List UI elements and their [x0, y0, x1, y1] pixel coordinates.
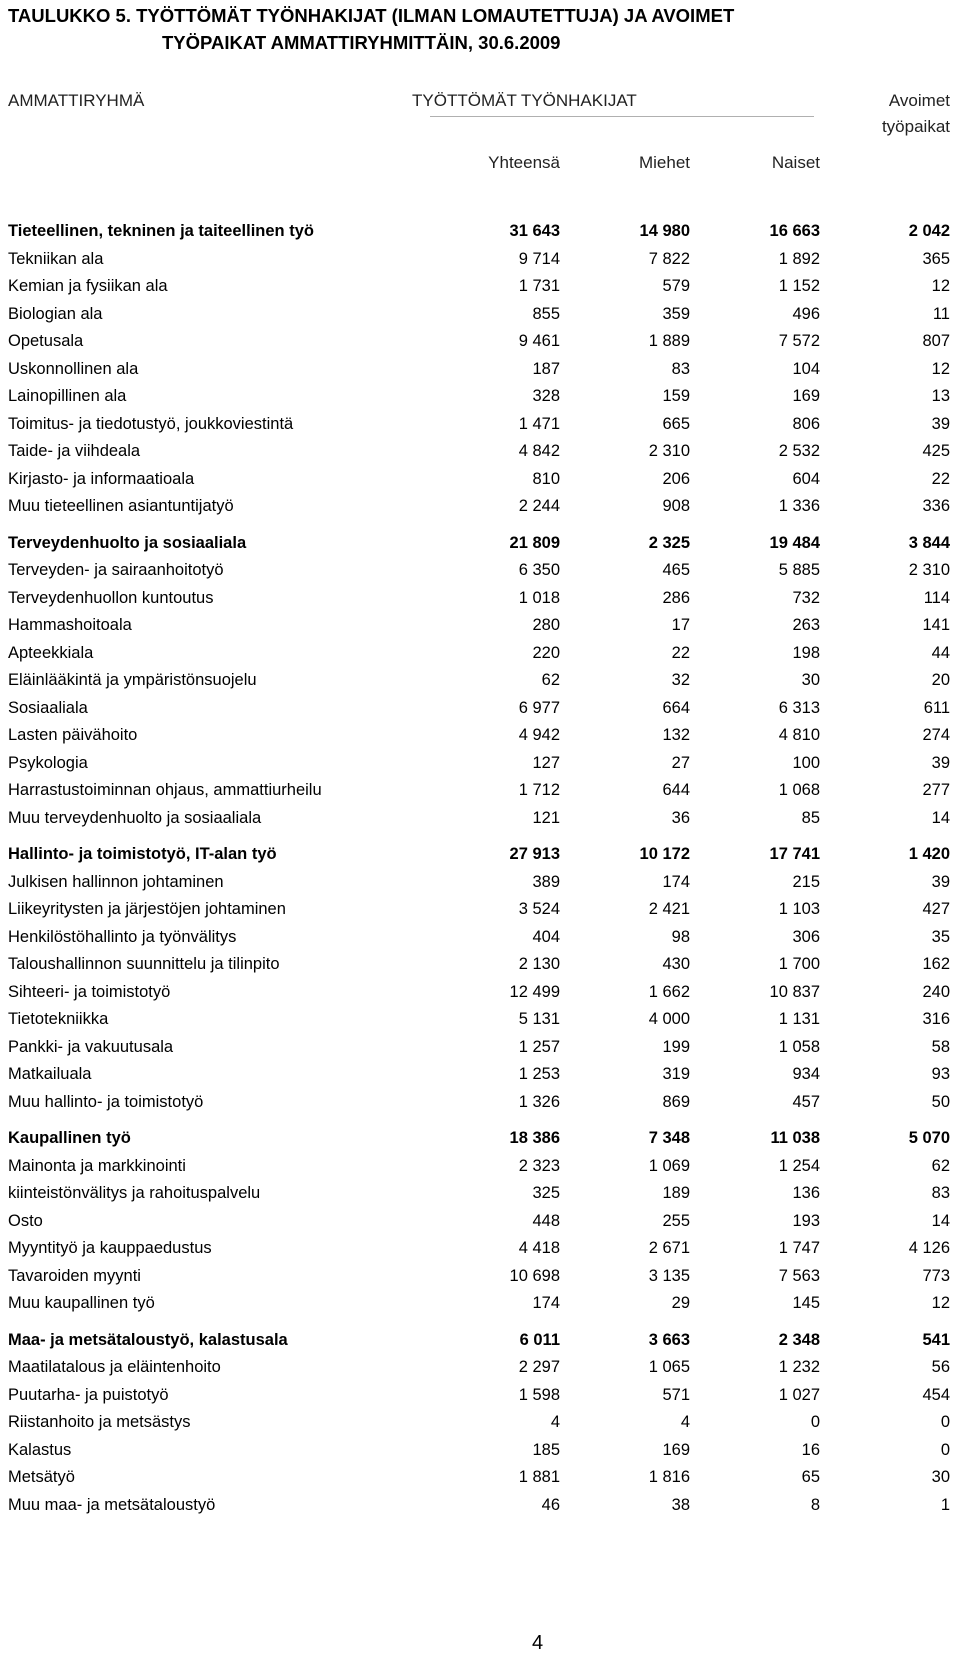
table-row [0, 805, 960, 833]
cell-men: 1 662 [648, 982, 690, 1001]
table-row [0, 466, 960, 494]
cell-vacancies: 773 [922, 1266, 950, 1285]
cell-women: 16 663 [769, 222, 820, 240]
cell-total: 1 712 [518, 781, 560, 799]
cell-vacancies: 39 [931, 414, 950, 433]
cell-men: 32 [671, 671, 690, 689]
header-group: AMMATTIRYHMÄ [8, 91, 145, 110]
cell-men: 869 [662, 1092, 690, 1111]
cell-total: 46 [541, 1495, 560, 1514]
cell-women: 5 885 [778, 561, 820, 579]
table-row [0, 1263, 960, 1291]
cell-women: 198 [792, 643, 820, 662]
cell-total: 9 714 [518, 249, 560, 268]
cell-vacancies: 13 [931, 387, 950, 405]
cell-men: 17 [671, 616, 690, 634]
cell-men: 206 [662, 469, 690, 488]
cell-vacancies: 1 [940, 1495, 950, 1514]
cell-women: 1 027 [778, 1385, 820, 1404]
cell-vacancies: 2 042 [908, 222, 950, 240]
cell-total: 6 350 [518, 561, 560, 579]
table-row [0, 777, 960, 805]
cell-women: 1 068 [778, 781, 820, 799]
cell-women: 806 [792, 414, 820, 433]
cell-total: 1 471 [518, 414, 560, 433]
cell-men: 132 [662, 726, 690, 744]
cell-women: 496 [792, 304, 820, 323]
cell-total: 220 [532, 643, 560, 662]
cell-men: 7 348 [648, 1129, 690, 1147]
cell-men: 430 [662, 955, 690, 973]
row-name: Riistanhoito ja metsästys [8, 1413, 191, 1431]
table-row [0, 667, 960, 695]
table-row [0, 1382, 960, 1410]
cell-women: 104 [792, 359, 820, 378]
cell-total: 1 018 [518, 588, 560, 607]
cell-men: 2 421 [648, 900, 690, 918]
table-row [0, 1354, 960, 1382]
cell-women: 1 336 [778, 497, 820, 515]
table-row [0, 1006, 960, 1034]
cell-men: 4 [680, 1413, 690, 1431]
table-row [0, 1235, 960, 1263]
cell-total: 855 [532, 304, 560, 323]
cell-total: 2 323 [518, 1156, 560, 1175]
table-row [0, 1492, 960, 1520]
cell-total: 12 499 [509, 982, 560, 1001]
cell-vacancies: 58 [931, 1037, 950, 1056]
cell-women: 17 741 [769, 845, 820, 863]
cell-total: 404 [532, 927, 560, 946]
row-name: Liikeyritysten ja järjestöjen johtaminen [8, 900, 286, 918]
cell-vacancies: 0 [940, 1440, 950, 1459]
cell-total: 6 977 [518, 698, 560, 717]
cell-men: 38 [671, 1495, 690, 1514]
row-name: Opetusala [8, 332, 84, 350]
header-total: Yhteensä [488, 153, 560, 172]
title-line-1: TAULUKKO 5. TYÖTTÖMÄT TYÖNHAKIJAT (ILMAN LOMAUTETTUJA) JA AVOIMET [8, 5, 735, 26]
table-row [0, 1180, 960, 1208]
cell-women: 2 532 [778, 442, 820, 460]
cell-total: 2 130 [518, 955, 560, 973]
cell-men: 159 [662, 387, 690, 405]
cell-vacancies: 20 [931, 671, 950, 689]
cell-men: 1 889 [648, 332, 690, 350]
cell-men: 27 [671, 753, 690, 772]
table-row [0, 557, 960, 585]
cell-women: 2 348 [778, 1330, 820, 1349]
cell-men: 571 [662, 1385, 690, 1404]
cell-vacancies: 1 420 [908, 845, 950, 863]
cell-total: 1 253 [518, 1065, 560, 1083]
row-name: Lasten päivähoito [8, 726, 138, 744]
cell-women: 30 [801, 671, 820, 689]
cell-total: 3 524 [518, 900, 560, 918]
row-name: Hallinto- ja toimistotyö, IT-alan työ [8, 845, 277, 863]
table-title [8, 2, 948, 56]
row-name: Kemian ja fysiikan ala [8, 277, 168, 295]
cell-men: 3 663 [648, 1330, 690, 1349]
cell-total: 1 257 [518, 1037, 560, 1056]
row-name: Puutarha- ja puistotyö [8, 1385, 169, 1404]
table-row [0, 695, 960, 723]
header-divider [430, 116, 814, 117]
cell-men: 579 [662, 277, 690, 295]
cell-vacancies: 114 [923, 588, 950, 607]
cell-women: 6 313 [778, 698, 820, 717]
table-row [0, 301, 960, 329]
row-name: Harrastustoiminnan ohjaus, ammattiurheilu [8, 781, 322, 799]
cell-total: 174 [532, 1294, 560, 1312]
cell-total: 185 [532, 1440, 560, 1459]
cell-total: 6 011 [519, 1330, 560, 1349]
cell-vacancies: 62 [931, 1156, 950, 1175]
table-row [0, 951, 960, 979]
table-row [0, 411, 960, 439]
cell-vacancies: 39 [931, 872, 950, 891]
header-unemployed: TYÖTTÖMÄT TYÖNHAKIJAT [412, 91, 637, 110]
cell-vacancies: 44 [931, 643, 950, 662]
cell-total: 810 [532, 469, 560, 488]
cell-vacancies: 3 844 [908, 533, 950, 552]
cell-men: 36 [671, 808, 690, 827]
cell-women: 169 [792, 387, 820, 405]
row-name: Tieteellinen, tekninen ja taiteellinen työ [8, 222, 314, 240]
cell-women: 7 572 [778, 332, 820, 350]
cell-vacancies: 39 [931, 753, 950, 772]
data-table [0, 218, 960, 1519]
cell-vacancies: 12 [931, 359, 950, 378]
cell-total: 1 326 [518, 1092, 560, 1111]
cell-men: 286 [662, 588, 690, 607]
cell-total: 10 698 [509, 1266, 560, 1285]
row-name: Terveydenhuolto ja sosiaaliala [8, 533, 247, 552]
cell-men: 2 671 [648, 1239, 690, 1257]
row-name: Apteekkiala [8, 643, 94, 662]
row-name: Tietotekniikka [8, 1010, 109, 1028]
cell-vacancies: 83 [931, 1184, 950, 1202]
cell-men: 644 [662, 781, 690, 799]
cell-women: 306 [792, 927, 820, 946]
table-row [0, 750, 960, 778]
cell-women: 193 [792, 1211, 820, 1230]
category-row [0, 1125, 960, 1153]
row-name: Taide- ja viihdeala [8, 442, 141, 460]
cell-total: 62 [541, 671, 560, 689]
cell-men: 2 310 [648, 442, 690, 460]
table-row [0, 1290, 960, 1318]
row-name: Lainopillinen ala [8, 387, 127, 405]
cell-total: 187 [532, 359, 560, 378]
cell-women: 136 [792, 1184, 820, 1202]
row-name: Tavaroiden myynti [8, 1266, 141, 1285]
cell-women: 215 [792, 872, 820, 891]
row-name: Kalastus [8, 1440, 72, 1459]
cell-men: 10 172 [639, 845, 690, 863]
cell-total: 389 [532, 872, 560, 891]
cell-vacancies: 30 [931, 1468, 950, 1486]
cell-women: 19 484 [769, 533, 820, 552]
table-row [0, 1208, 960, 1236]
cell-total: 121 [532, 808, 560, 827]
cell-vacancies: 5 070 [908, 1129, 950, 1147]
cell-vacancies: 4 126 [908, 1239, 950, 1257]
row-name: Henkilöstöhallinto ja työnvälitys [8, 927, 237, 946]
row-name: Psykologia [8, 753, 88, 772]
table-row [0, 612, 960, 640]
cell-vacancies: 425 [922, 442, 950, 460]
cell-vacancies: 0 [940, 1413, 950, 1431]
row-name: Sihteeri- ja toimistotyö [8, 982, 171, 1001]
table-row [0, 1061, 960, 1089]
row-name: Taloushallinnon suunnittelu ja tilinpito [8, 955, 280, 973]
table-row [0, 869, 960, 897]
cell-women: 1 131 [778, 1010, 820, 1028]
cell-women: 100 [792, 753, 820, 772]
header-vacancies-1: Avoimet [888, 91, 950, 110]
cell-total: 21 809 [509, 533, 560, 552]
row-name: Osto [8, 1211, 43, 1230]
cell-men: 174 [662, 872, 690, 891]
cell-total: 325 [532, 1184, 560, 1202]
cell-total: 1 881 [518, 1468, 560, 1486]
cell-vacancies: 365 [922, 249, 950, 268]
row-name: Eläinlääkintä ja ympäristönsuojelu [8, 671, 257, 689]
table-row [0, 246, 960, 274]
table-row [0, 438, 960, 466]
cell-men: 14 980 [639, 222, 690, 240]
cell-vacancies: 12 [931, 277, 950, 295]
cell-vacancies: 22 [931, 469, 950, 488]
table-row [0, 585, 960, 613]
cell-vacancies: 277 [922, 781, 950, 799]
cell-men: 1 069 [648, 1156, 690, 1175]
row-name: Terveyden- ja sairaanhoitotyö [8, 561, 224, 579]
cell-women: 1 700 [778, 955, 820, 973]
row-name: Matkailuala [8, 1065, 92, 1083]
cell-vacancies: 11 [932, 304, 950, 323]
cell-men: 359 [662, 304, 690, 323]
cell-women: 1 254 [778, 1156, 820, 1175]
cell-vacancies: 541 [922, 1330, 950, 1349]
table-row [0, 1034, 960, 1062]
row-name: Tekniikan ala [8, 249, 104, 268]
cell-total: 4 842 [518, 442, 560, 460]
table-row [0, 924, 960, 952]
cell-total: 2 297 [518, 1358, 560, 1376]
cell-women: 11 038 [770, 1129, 820, 1147]
row-name: Muu kaupallinen työ [8, 1294, 155, 1312]
cell-men: 98 [671, 927, 690, 946]
cell-women: 457 [792, 1092, 820, 1111]
cell-total: 280 [532, 616, 560, 634]
cell-vacancies: 141 [922, 616, 950, 634]
cell-women: 145 [792, 1294, 820, 1312]
header-men: Miehet [638, 153, 690, 172]
table-row [0, 1464, 960, 1492]
cell-total: 2 244 [518, 497, 560, 515]
cell-men: 169 [662, 1440, 690, 1459]
row-name: Kirjasto- ja informaatioala [8, 469, 195, 488]
category-row [0, 1327, 960, 1355]
cell-total: 127 [532, 753, 560, 772]
cell-men: 255 [662, 1211, 690, 1230]
row-name: Maatilatalous ja eläintenhoito [8, 1358, 221, 1376]
cell-men: 189 [662, 1184, 690, 1202]
row-name: Muu maa- ja metsätaloustyö [8, 1495, 216, 1514]
cell-total: 1 731 [518, 277, 560, 295]
row-name: Biologian ala [8, 304, 103, 323]
cell-total: 328 [532, 387, 560, 405]
category-row [0, 841, 960, 869]
cell-total: 18 386 [509, 1129, 560, 1147]
category-row [0, 530, 960, 558]
cell-women: 0 [810, 1413, 820, 1431]
cell-vacancies: 35 [931, 927, 950, 946]
cell-vacancies: 2 310 [908, 561, 950, 579]
cell-men: 665 [662, 414, 690, 433]
cell-men: 4 000 [648, 1010, 690, 1028]
cell-women: 1 747 [778, 1239, 820, 1257]
header-women: Naiset [771, 153, 820, 172]
title-line-2: TYÖPAIKAT AMMATTIRYHMITTÄIN, 30.6.2009 [162, 32, 561, 53]
cell-women: 1 892 [778, 249, 820, 268]
row-name: Toimitus- ja tiedotustyö, joukkoviestintä [8, 414, 294, 433]
cell-men: 199 [662, 1037, 690, 1056]
cell-total: 27 913 [509, 845, 560, 863]
cell-total: 448 [532, 1211, 560, 1230]
cell-men: 22 [671, 643, 690, 662]
table-row [0, 640, 960, 668]
table-row [0, 979, 960, 1007]
cell-women: 10 837 [769, 982, 820, 1001]
cell-vacancies: 12 [931, 1294, 950, 1312]
row-name: Terveydenhuollon kuntoutus [8, 588, 214, 607]
cell-vacancies: 807 [922, 332, 950, 350]
cell-vacancies: 611 [923, 698, 950, 717]
cell-women: 604 [792, 469, 820, 488]
cell-men: 1 065 [648, 1358, 690, 1376]
table-row [0, 328, 960, 356]
cell-men: 3 135 [648, 1266, 690, 1285]
cell-women: 934 [792, 1065, 820, 1083]
cell-women: 16 [801, 1440, 820, 1459]
table-row [0, 1153, 960, 1181]
row-name: Mainonta ja markkinointi [8, 1156, 186, 1175]
cell-total: 1 598 [518, 1385, 560, 1404]
cell-total: 4 942 [518, 726, 560, 744]
row-name: Kaupallinen työ [8, 1129, 131, 1147]
page-number: 4 [531, 1632, 544, 1654]
row-name: Metsätyö [8, 1468, 75, 1486]
cell-men: 908 [662, 497, 690, 515]
row-name: Myyntityö ja kauppaedustus [8, 1239, 212, 1257]
cell-vacancies: 14 [931, 808, 950, 827]
row-name: Muu terveydenhuolto ja sosiaaliala [8, 808, 262, 827]
cell-total: 4 [550, 1413, 560, 1431]
cell-vacancies: 50 [931, 1092, 950, 1111]
category-row [0, 218, 960, 246]
cell-men: 1 816 [648, 1468, 690, 1486]
cell-total: 9 461 [518, 332, 560, 350]
cell-vacancies: 93 [931, 1065, 950, 1083]
table-row [0, 1409, 960, 1437]
cell-vacancies: 240 [922, 982, 950, 1001]
table-row [0, 722, 960, 750]
cell-women: 1 232 [778, 1358, 820, 1376]
cell-total: 31 643 [509, 222, 560, 240]
cell-women: 263 [792, 616, 820, 634]
cell-men: 319 [662, 1065, 690, 1083]
cell-women: 1 058 [778, 1037, 820, 1056]
cell-total: 5 131 [518, 1010, 560, 1028]
table-row [0, 383, 960, 411]
cell-women: 65 [801, 1468, 820, 1486]
cell-men: 7 822 [648, 249, 690, 268]
cell-men: 29 [671, 1294, 690, 1312]
row-name: Hammashoitoala [8, 616, 132, 634]
cell-vacancies: 274 [922, 726, 950, 744]
cell-men: 2 325 [648, 533, 690, 552]
cell-vacancies: 427 [922, 900, 950, 918]
cell-women: 4 810 [778, 726, 820, 744]
cell-total: 4 418 [518, 1239, 560, 1257]
row-name: Uskonnollinen ala [8, 359, 139, 378]
cell-vacancies: 162 [922, 955, 950, 973]
row-name: Pankki- ja vakuutusala [8, 1037, 174, 1056]
cell-women: 732 [792, 588, 820, 607]
cell-vacancies: 14 [931, 1211, 950, 1230]
row-name: kiinteistönvälitys ja rahoituspalvelu [8, 1184, 261, 1202]
table-row [0, 1437, 960, 1465]
row-name: Maa- ja metsätaloustyö, kalastusala [8, 1330, 288, 1349]
table-row [0, 896, 960, 924]
cell-women: 7 563 [778, 1266, 820, 1285]
table-row [0, 273, 960, 301]
row-name: Muu tieteellinen asiantuntijatyö [8, 497, 234, 515]
table-row [0, 1089, 960, 1117]
cell-women: 1 152 [778, 277, 820, 295]
cell-women: 85 [801, 808, 820, 827]
cell-men: 465 [662, 561, 690, 579]
cell-women: 8 [810, 1495, 820, 1514]
table-row [0, 356, 960, 384]
table-row [0, 493, 960, 521]
cell-vacancies: 454 [922, 1385, 950, 1404]
cell-vacancies: 336 [922, 497, 950, 515]
cell-vacancies: 56 [931, 1358, 950, 1376]
cell-men: 83 [671, 359, 690, 378]
row-name: Julkisen hallinnon johtaminen [8, 872, 224, 891]
cell-women: 1 103 [778, 900, 820, 918]
header-vacancies-2: työpaikat [881, 117, 950, 136]
cell-men: 664 [662, 698, 690, 717]
cell-vacancies: 316 [922, 1010, 950, 1028]
row-name: Muu hallinto- ja toimistotyö [8, 1092, 204, 1111]
row-name: Sosiaaliala [8, 698, 88, 717]
